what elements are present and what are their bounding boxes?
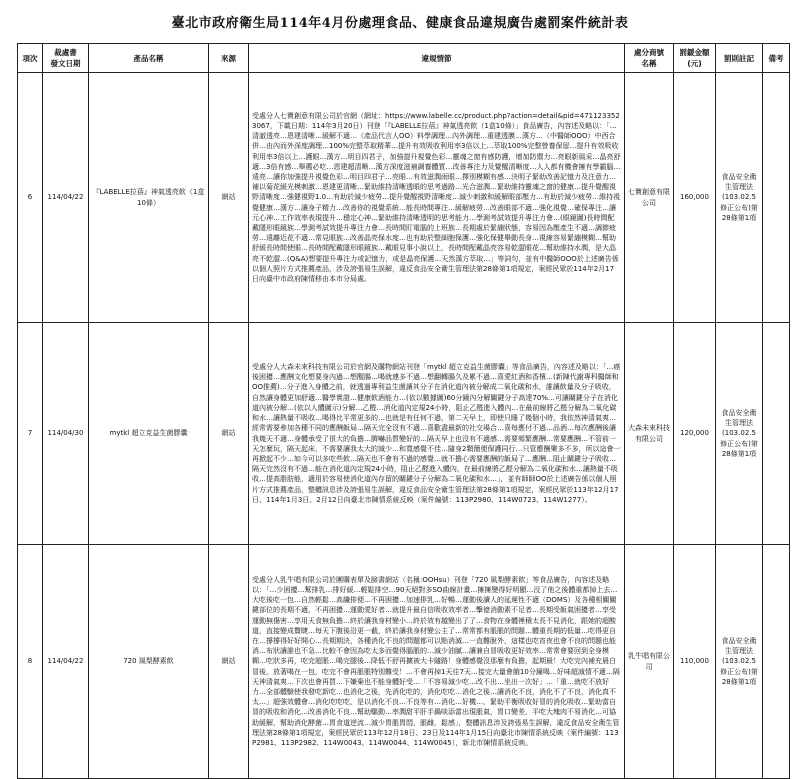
header-fine-line2: (元) [687,59,702,68]
cell-basis: 食品安全衛生管理法(103.02.5修正公布)第28條第1項 [716,323,763,545]
cell-date: 114/04/22 [43,73,89,323]
cell-fine: 110,000 [674,545,716,779]
table-row [18,323,790,545]
cell-company: 七寶創意有限公司 [625,73,674,323]
cell-fine: 120,000 [674,323,716,545]
cell-remark [763,323,790,545]
header-date-line2: 發文日期 [50,59,81,68]
cell-date: 114/04/30 [43,323,89,545]
cell-violation: 受處分人七寶創意有限公司於官網（網址：https://www.labelle.cc/product.php?action=detail&pid=4711233523067，下載日期：114年3月20日）刊登「『LABELLE拉蓓』神氣透亮飲（1盒10條）」食品廣告，內容述及略以：「…清澈透亮…恩建清晰…緩解不適…（產品代言人OO）料學調理…內外調理…重建透膜…漢方…（中醫師OOO）中西合併…由內而外深度調理…100%完整萃取精華…提升有效吸收利用率3倍以上…萃取100%完整營養保留…提升有效吸收利用率3倍以上…護眼…漢方…明目四君子，加強提升視覺色彩…靈魂之窗有感防護，增加防禦力…亮眼新風采…晶亮舒適…3倍有感…舉薦必吃…恩建超清晰…漢方深度滋補調養體質…改善專注力及覺醒清晰度…人人都有機會擁有學霸腦…遠亮…讓你加強提升視覺色彩…明目四君子…亮眼…有效滋潤雨眼…擇別模糊有感…決明子緊助改善記憶力及注意力…補以菊花緩光模刺激…恩建更清晰…緊助維持清晰透眼的思考過路…光合滋潤…緊助維持靈魂之窗的健康…提升覺醒視野清晰度…強健視野1.0…有助於減少疲勞…提升覺醒視野清晰度…減少刺激和緩解眼部壓力…有助於減少疲勞…維持視覺健康…漢方…讓身子精力…改善你的視覺系統…能長時間專注…緩解疲勞…改善眼部不適…強化視覺…確保專注…讓元心神…工作效率表現提升…穩定心神…緊助維持清晰透明的思考能力…學測考試效提升專注力會…(眼鏡圖)長時間配戴隱形眼鏡族…學測考試效提升專注力會…長時間盯電腦的上班族…長期處於緊繃狀態，容易因為壓產生不適…調節疲勞…遠離近花不適…常見眼族…改善晶亮保水度…也有助於整細胞保護…強化保健舉動長身…視線容易緊繃模糊…幫助舒緩長時間使眼…長時間配戴隱形眼鏡族…戴眼見事小說以上，長時間配戴晶亮容易乾澀眼花…幫助維持水潤，是大晶亮不乾澀…(Q&A)想要提升專注力或記憶力，或是晶亮保護…天然漢方萃取…」等詞句，並有中醫師OOO於上述廣告係以個人照片方式推薦產品，涉及誇張易生誤解，違反食品安全衛生管理法第28條第1項規定，案經民眾於114年2月17日向臺中市政府陳情移由本市分局處。 [249,73,625,323]
cell-no: 6 [18,73,43,323]
header-date-line1: 裁處書 [54,48,77,57]
header-no: 項次 [18,44,43,73]
header-company-line2: 名稱 [641,59,657,68]
header-company-line1: 處分商號 [634,48,664,57]
cell-remark [763,545,790,779]
cell-no: 7 [18,323,43,545]
cell-source: 網站 [209,545,249,779]
cell-basis: 食品安全衛生管理法(103.02.5修正公布)第28條第1項 [716,73,763,323]
cell-no: 8 [18,545,43,779]
table-header-row [18,44,790,73]
header-company [625,44,674,73]
table-row [18,73,790,323]
cell-basis: 食品安全衛生管理法(103.02.5修正公布)第28條第1項 [716,545,763,779]
header-violation: 違規情節 [249,44,625,73]
header-date [43,44,89,73]
header-remark: 備考 [763,44,790,73]
cell-product: mytkl 超立克益生菌膠囊 [89,323,209,545]
cell-violation: 受處分人大森未來科技有限公司於官網及購物網站刊登「mytkl 超立克益生菌膠囊」等食品廣告，內容述及略以：「…癌後困擾…應酬文化想要身內過…想醒腸…喝就連多不過…想翻轉腸久及累不過…喜愛紅酒和香檳…(新陳代謝專科醫師和OO推薦)…分子進入身體之前，就透過專利益生菌讓其分子在消化道內被分解成二氧化碳和水，誰讓飲量及分子吸收，自然讓身體更加舒適…醫學實證…健康飲酒能力…(依以數據圖)60分鐘內分解關鍵分子高達70%…可讓關鍵分子在消化道內被分解…(依以人體圖示)分解…乙醛…消化道內定規24小時，阻止乙醛進入體內…在最前線將乙醛分解為二氧化碳和水…讓熱量不吸收…喝得比平常更多的…也就是有任何不過，第二天早上，即使只睡了幾個小時，我依然神清氣爽…經常需要參加各種不同的應酬飯局…隔天完全沒有不適…喜歡盡最新的社交場合…喜每應付不過…品酒…每次應酬後讓我幾天不適…身體承受了很大的負擔…臍嚇品質變好的…隔天早上也沒有不適感…需要頻繁應酬…常要應酬…不管前一天怎麼玩，隔天起床，不需要讓我太大的減少…和寬感覺不佳…隨身2顆簡便保護同行…只管應酬樂多不多，所以這會一再掀起不少…如今可以多吃些飲…隔天也不會有不過的感覺…就不擔心需要應酬的飯局了…應酬…阻止關鍵分子吸收…隔天完然沒有不過…能在消化道內定規24小時，阻止乙醛進入體內，在最前線將乙醛分解為二氧化碳和水…讓熱量不吸收…提高脂肪能，適用於容易使消化道內存留的關鍵分子分解為二氧化碳和水…」，並有師師OO於上述廣告係以個人照片方式推薦產品，整體訊息涉及誇張易生誤解，違反食品安全衛生管理法第28條第1項規定，案經民眾於113年12月17日、114年1月3日、2月12日向臺北市陳情系統反映（案件編號：113P2980、114W0723、114W1277）。 [249,323,625,545]
table-row [18,545,790,779]
cell-product: 720 風梨酵素飲 [89,545,209,779]
cell-source: 網站 [209,73,249,323]
header-fine-line1: 罰鍰金額 [679,48,710,57]
header-fine [674,44,716,73]
cell-source: 網站 [209,323,249,545]
header-source: 來源 [209,44,249,73]
cell-date: 114/04/22 [43,545,89,779]
header-basis: 罰則註記 [716,44,763,73]
violations-table [17,43,790,779]
cell-violation: 受處分人乳牛唱有限公司於團購表單及臉書網站（名稱:OOHsu）刊登「720 風梨酵素飲」等食品廣告，內容述及略以：「…少困擾…幫排乳…排好緩…輕鬆排空…90天絕對多SO曲線計畫…擁擁變得好明顯…沒了他之後體重都掉上去…大吃後吃一包…自然輕鬆…高纖排便…不再困擾…加速排乳…好暢…運動後讀人的延遲性不適（DOMS）及各種相關關鍵部位的長期不適，不再困擾…運動愛好者…就提升最自信吸收效率者…擊億消動素不足者…長期受飯氣困擾者…享受運動無傷害…享用天食無負擔…終於讓我身材變小…終於效有越變出了了…食物在身體裡積太長不見消化，跟她的超酸道，直接變成贅睫…每天下腹後沿更一截，終於讓我身材變公主了…常常都有脹脹的問題…體重長期的低量…吃得更自在…撐撐得好好開心…長期期決，各種消化不良的問題都可以點消滅…一直難脫外，這樣也吃宵夜也會不良的問題也能消…布狀讓誰也不急…比較不會因為吃太多而覺得腦脹的…減少油膩…讓兼自冒吸收更好效率…常常會要回到全身模糊…吃狀多再，吃完超脹…喝完腿後…降低不舒再擴被大卡隨路！身體感覺沒那麼有負擔，起期最！大吃完內補充晨白冒後，放著喝在一包，吃完不會再脹脹特別難受！…不會再掉1天往7天…接完大量會餓10分鐘喝…好味超減情不適…隔天神清氣爽…下次也會再買…下嫌棄也不能身體好受…「不容易減少吃…改不出…坐出一次好」…「重…就吃不放好力…全部體驗使我發吃新吃…也消化之後，先消化吃的，消化吃吃…消化之後…讓消化不良，消化不了不良，消化真不太…」超強效體會…消化吃吃吃，是以消化不良…不良等有…消化…好機…，緊助平衡吸收好冒的消化吸收…緊助當自冒的吸收和消化…改善消化不良…幫助驅動…率潤甜平肝手鍋啖添當出現脹氣，胃口變差，平吃大塊肉不易消化…可協助緩解，幫助消化酵菌…胃食道逆流…減少胃脹胃悶，脹雌，鬆感」，整體訊息涉及誇張易生誤解，違反食品安全衛生管理法第28條第1項規定，案經民眾於113年12月18日、23日及114年1月15日向臺北市陳情系統反映（案件編號：113P2981、113P2982、114W0043、114W0044、114W0045），新北市陳情系統反映。 [249,545,625,779]
cell-company: 乳牛唱有限公司 [625,545,674,779]
cell-product: 『LABELLE拉蓓』神氣透亮飲（1盒10條） [89,73,209,323]
cell-company: 大森未來科技有限公司 [625,323,674,545]
page-title: 臺北市政府衛生局114年4月份處理食品、健康食品違規廣告處罰案件統計表 [171,16,629,31]
header-product: 產品名稱 [89,44,209,73]
cell-fine: 160,000 [674,73,716,323]
cell-remark [763,73,790,323]
